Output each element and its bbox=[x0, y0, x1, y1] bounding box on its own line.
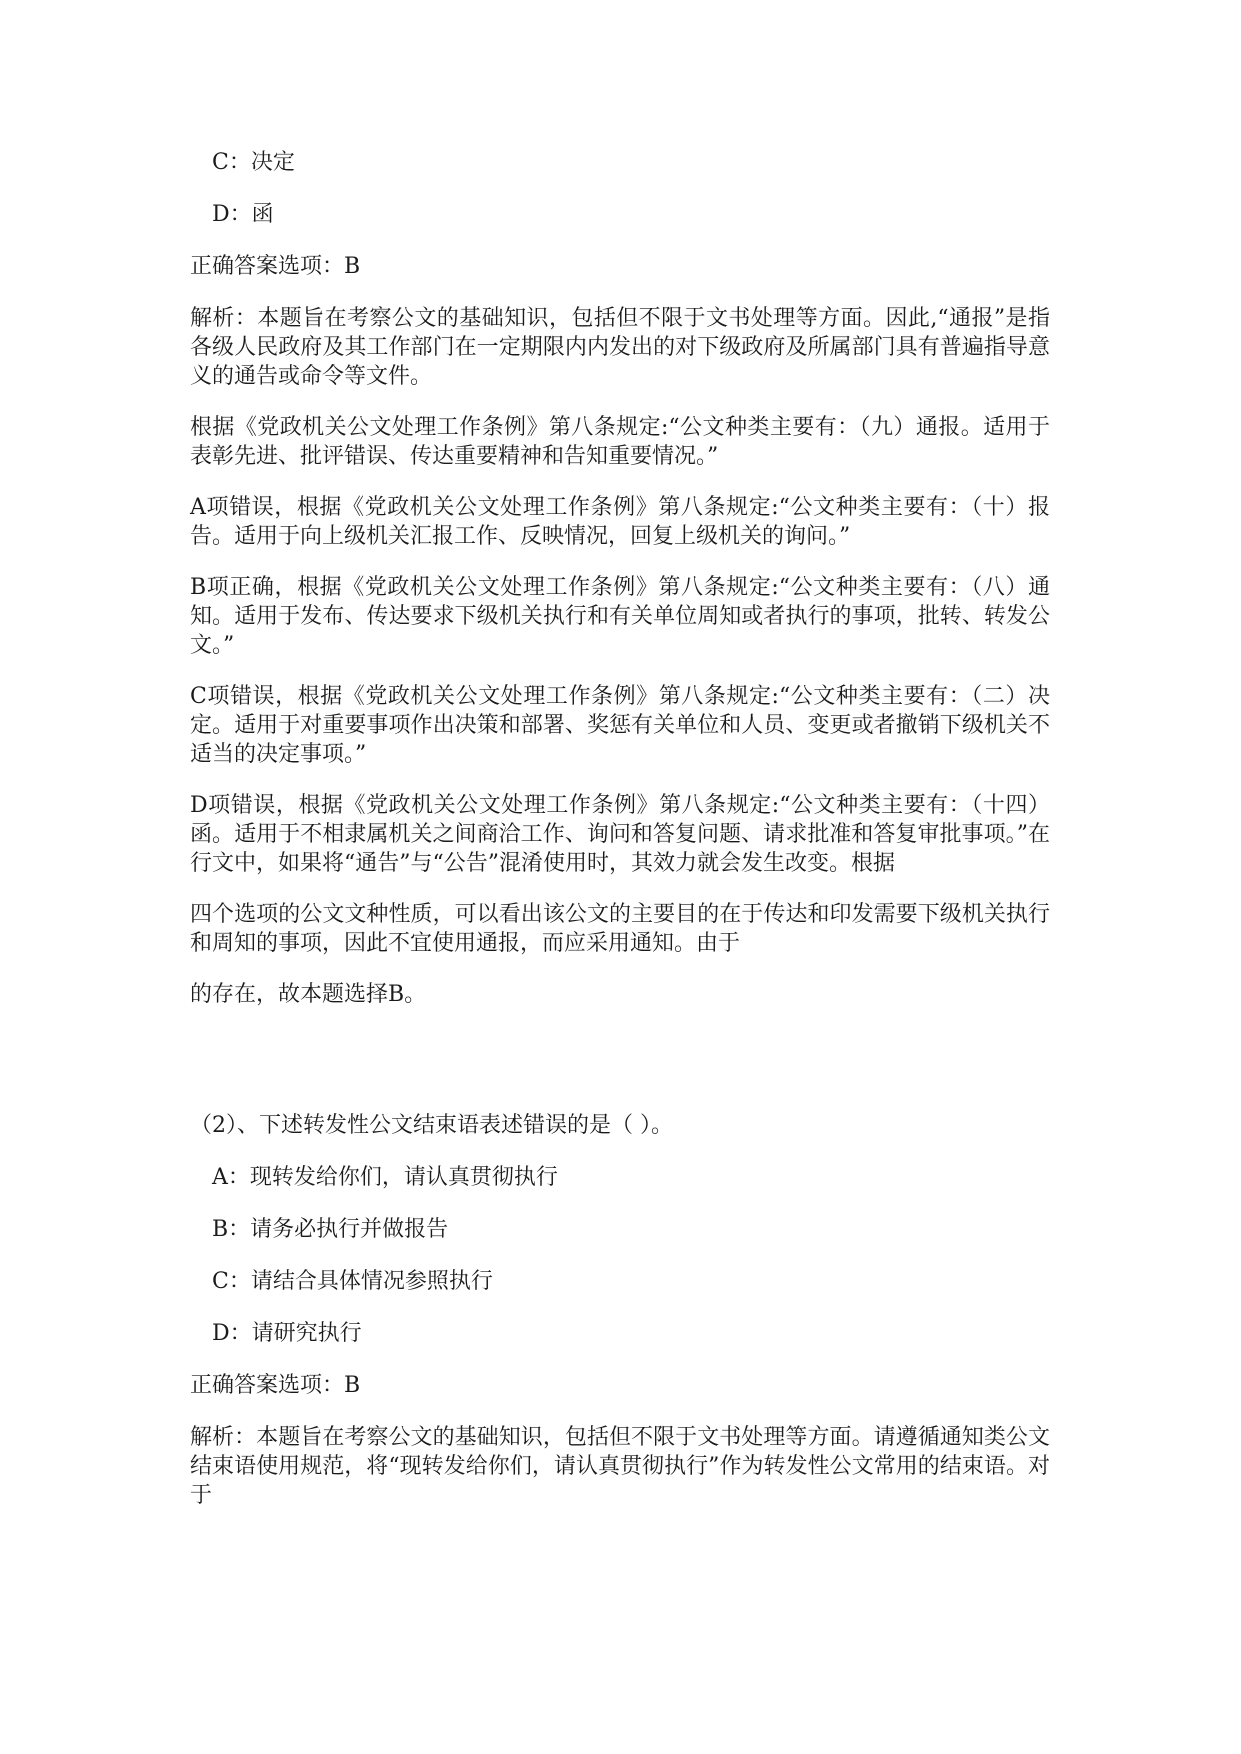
q2-question: （2）、下述转发性公文结束语表述错误的是（ ）。 bbox=[190, 1113, 673, 1138]
q2-option-d: D：请研究执行 bbox=[212, 1321, 362, 1346]
q1-option-d: D：函 bbox=[212, 202, 274, 227]
q1-conclusion: 的存在，故本题选择B。 bbox=[190, 982, 427, 1007]
q1-analysis: 解析：本题旨在考察公文的基础知识，包括但不限于文书处理等方面。因此,“通报”是指各级人民政府及其工作部门在一定期限内内发出的对下级政府及所属部门具有普遍指导意义的通告或命令等文件。 bbox=[190, 306, 1050, 389]
q2-analysis: 解析：本题旨在考察公文的基础知识，包括但不限于文书处理等方面。请遵循通知类公文结束语使用规范，将“现转发给你们，请认真贯彻执行”作为转发性公文常用的结束语。对于 bbox=[190, 1425, 1050, 1508]
q1-regulation: 根据《党政机关公文处理工作条例》第八条规定:“公文种类主要有：（九）通报。适用于表彰先进、批评错误、传达重要精神和告知重要情况。” bbox=[190, 415, 1050, 469]
q1-option-d-explanation: D项错误，根据《党政机关公文处理工作条例》第八条规定:“公文种类主要有：（十四）函。适用于不相隶属机关之间商洽工作、询问和答复问题、请求批准和答复审批事项。”在行文中，如果将“通告”与“公告”混淆使用时，其效力就会发生改变。根据 bbox=[190, 793, 1050, 876]
q2-answer: 正确答案选项：B bbox=[190, 1373, 361, 1398]
q1-option-b-explanation: B项正确，根据《党政机关公文处理工作条例》第八条规定:“公文种类主要有：（八）通知。适用于发布、传达要求下级机关执行和有关单位周知或者执行的事项，批转、转发公文。” bbox=[190, 575, 1050, 658]
q1-option-c-explanation: C项错误，根据《党政机关公文处理工作条例》第八条规定:“公文种类主要有：（二）决定。适用于对重要事项作出决策和部署、奖惩有关单位和人员、变更或者撤销下级机关不适当的决定事项。” bbox=[190, 684, 1050, 767]
q1-answer: 正确答案选项：B bbox=[190, 254, 361, 279]
q1-option-a-explanation: A项错误，根据《党政机关公文处理工作条例》第八条规定:“公文种类主要有：（十）报告。适用于向上级机关汇报工作、反映情况，回复上级机关的询问。” bbox=[190, 495, 1050, 549]
q1-summary: 四个选项的公文文种性质，可以看出该公文的主要目的在于传达和印发需要下级机关执行和周知的事项，因此不宜使用通报，而应采用通知。由于 bbox=[190, 902, 1050, 956]
q2-option-a: A：现转发给你们，请认真贯彻执行 bbox=[212, 1165, 558, 1190]
document-page bbox=[190, 148, 1050, 1532]
q2-option-c: C：请结合具体情况参照执行 bbox=[212, 1269, 493, 1294]
q2-option-b: B：请务必执行并做报告 bbox=[212, 1217, 449, 1242]
q1-option-c: C：决定 bbox=[212, 150, 295, 175]
section-gap bbox=[190, 1031, 1050, 1111]
